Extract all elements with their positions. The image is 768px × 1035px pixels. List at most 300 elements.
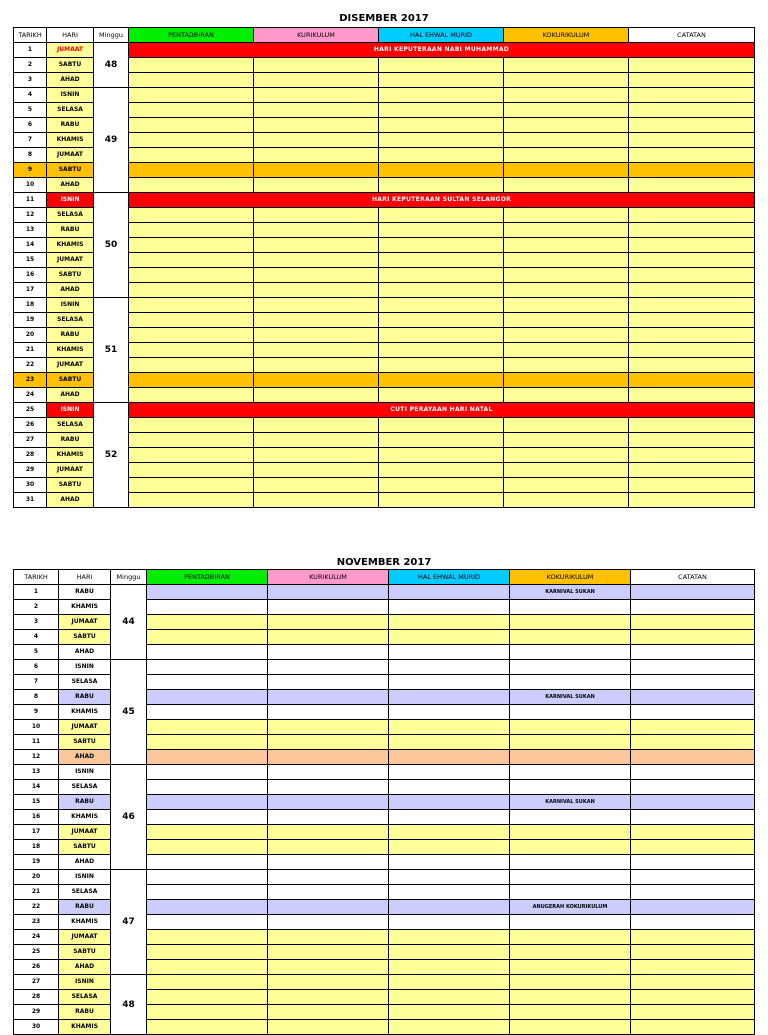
november-calendar-table xyxy=(13,569,755,1035)
week-number: 52 xyxy=(94,403,129,508)
day-cell: JUMAAT xyxy=(59,825,111,840)
kurikulum-cell xyxy=(254,103,379,118)
kurikulum-cell xyxy=(268,780,389,795)
kurikulum-cell xyxy=(268,645,389,660)
week-number: 47 xyxy=(111,870,147,975)
kokurikulum-cell xyxy=(504,253,629,268)
catatan-cell xyxy=(629,223,755,238)
hal-ehwal-murid-cell xyxy=(379,433,504,448)
date-cell: 18 xyxy=(14,840,59,855)
kokurikulum-cell xyxy=(504,208,629,223)
kokurikulum-cell xyxy=(510,735,631,750)
day-cell: SELASA xyxy=(47,418,94,433)
hal-ehwal-murid-cell xyxy=(389,975,510,990)
hal-ehwal-murid-cell xyxy=(379,418,504,433)
day-cell: KHAMIS xyxy=(47,238,94,253)
kurikulum-cell xyxy=(254,73,379,88)
hal-ehwal-murid-cell xyxy=(379,178,504,193)
day-cell: SABTU xyxy=(47,268,94,283)
catatan-cell xyxy=(629,433,755,448)
catatan-cell xyxy=(629,373,755,388)
hal-ehwal-murid-cell xyxy=(389,1020,510,1035)
kurikulum-cell xyxy=(254,58,379,73)
kokurikulum-cell xyxy=(510,870,631,885)
date-cell: 21 xyxy=(14,885,59,900)
day-cell: AHAD xyxy=(47,73,94,88)
catatan-cell xyxy=(631,840,755,855)
kokurikulum-cell xyxy=(510,885,631,900)
hal-ehwal-murid-cell xyxy=(389,735,510,750)
hal-ehwal-murid-cell xyxy=(389,615,510,630)
catatan-cell xyxy=(631,945,755,960)
hal-ehwal-murid-cell xyxy=(379,373,504,388)
catatan-cell xyxy=(629,163,755,178)
date-cell: 30 xyxy=(14,478,47,493)
catatan-cell xyxy=(629,103,755,118)
day-cell: AHAD xyxy=(59,750,111,765)
catatan-cell xyxy=(629,418,755,433)
day-cell: RABU xyxy=(47,118,94,133)
hal-ehwal-murid-cell xyxy=(379,388,504,403)
pentadbiran-cell xyxy=(147,885,268,900)
pentadbiran-cell xyxy=(129,358,254,373)
day-cell: ISNIN xyxy=(59,660,111,675)
kurikulum-cell xyxy=(268,870,389,885)
day-cell: SABTU xyxy=(59,945,111,960)
pentadbiran-cell xyxy=(147,810,268,825)
kurikulum-cell xyxy=(254,163,379,178)
kokurikulum-cell xyxy=(504,418,629,433)
kokurikulum-cell xyxy=(504,313,629,328)
pentadbiran-cell xyxy=(147,795,268,810)
pentadbiran-cell xyxy=(147,915,268,930)
day-cell: JUMAAT xyxy=(59,615,111,630)
pentadbiran-cell xyxy=(147,735,268,750)
catatan-cell xyxy=(629,283,755,298)
pentadbiran-cell xyxy=(129,283,254,298)
day-cell: RABU xyxy=(59,795,111,810)
kokurikulum-cell xyxy=(510,855,631,870)
date-cell: 4 xyxy=(14,88,47,103)
date-cell: 12 xyxy=(14,750,59,765)
kurikulum-cell xyxy=(254,178,379,193)
kokurikulum-cell xyxy=(504,283,629,298)
day-cell: AHAD xyxy=(47,283,94,298)
day-cell: RABU xyxy=(59,900,111,915)
hal-ehwal-murid-cell xyxy=(389,960,510,975)
kurikulum-cell xyxy=(268,735,389,750)
date-cell: 27 xyxy=(14,975,59,990)
day-cell: AHAD xyxy=(47,388,94,403)
hal-ehwal-murid-cell xyxy=(389,705,510,720)
kurikulum-cell xyxy=(254,133,379,148)
hal-ehwal-murid-cell xyxy=(389,795,510,810)
day-cell: ISNIN xyxy=(59,870,111,885)
date-cell: 9 xyxy=(14,705,59,720)
hal-ehwal-murid-cell xyxy=(389,840,510,855)
kokurikulum-cell xyxy=(510,945,631,960)
day-cell: AHAD xyxy=(47,493,94,508)
week-number: 44 xyxy=(111,585,147,660)
date-cell: 10 xyxy=(14,720,59,735)
day-cell: ISNIN xyxy=(59,975,111,990)
kurikulum-cell xyxy=(268,615,389,630)
table-row xyxy=(14,660,755,675)
catatan-cell xyxy=(631,600,755,615)
kurikulum-cell xyxy=(254,343,379,358)
pentadbiran-cell xyxy=(129,253,254,268)
day-cell: RABU xyxy=(47,328,94,343)
kokurikulum-cell xyxy=(510,630,631,645)
day-cell: RABU xyxy=(47,223,94,238)
week-number: 45 xyxy=(111,660,147,765)
catatan-cell xyxy=(629,178,755,193)
date-cell: 13 xyxy=(14,765,59,780)
hal-ehwal-murid-cell xyxy=(379,313,504,328)
december-header-row xyxy=(14,28,755,43)
pentadbiran-cell xyxy=(147,840,268,855)
week-number: 51 xyxy=(94,298,129,403)
kokurikulum-note: KARNIVAL SUKAN xyxy=(510,585,631,600)
pentadbiran-cell xyxy=(147,690,268,705)
kurikulum-cell xyxy=(254,433,379,448)
hal-ehwal-murid-cell xyxy=(389,915,510,930)
pentadbiran-cell xyxy=(147,660,268,675)
pentadbiran-cell xyxy=(147,1005,268,1020)
day-cell: SELASA xyxy=(47,208,94,223)
date-cell: 29 xyxy=(14,463,47,478)
pentadbiran-cell xyxy=(147,900,268,915)
kurikulum-cell xyxy=(254,313,379,328)
day-cell: KHAMIS xyxy=(47,133,94,148)
hal-ehwal-murid-cell xyxy=(379,298,504,313)
pentadbiran-cell xyxy=(129,328,254,343)
day-cell: KHAMIS xyxy=(59,600,111,615)
date-cell: 28 xyxy=(14,990,59,1005)
pentadbiran-cell xyxy=(147,780,268,795)
table-row xyxy=(14,43,755,58)
hal-ehwal-murid-cell xyxy=(389,645,510,660)
date-cell: 3 xyxy=(14,73,47,88)
kokurikulum-cell xyxy=(510,705,631,720)
kokurikulum-cell xyxy=(510,915,631,930)
day-cell: AHAD xyxy=(59,645,111,660)
kokurikulum-cell xyxy=(510,615,631,630)
pentadbiran-cell xyxy=(129,268,254,283)
pentadbiran-cell xyxy=(147,675,268,690)
kokurikulum-cell xyxy=(504,118,629,133)
day-cell: SELASA xyxy=(59,675,111,690)
date-cell: 14 xyxy=(14,780,59,795)
hal-ehwal-murid-cell xyxy=(389,780,510,795)
table-row xyxy=(14,403,755,418)
kokurikulum-cell xyxy=(510,720,631,735)
pentadbiran-cell xyxy=(129,478,254,493)
kokurikulum-cell xyxy=(504,238,629,253)
date-cell: 2 xyxy=(14,58,47,73)
kokurikulum-cell xyxy=(510,765,631,780)
hal-ehwal-murid-cell xyxy=(389,990,510,1005)
header-pentadbiran: PENTADBIRAN xyxy=(129,28,254,43)
kokurikulum-cell xyxy=(510,960,631,975)
table-row xyxy=(14,298,755,313)
header-kokurikulum: KOKURIKULUM xyxy=(510,570,631,585)
pentadbiran-cell xyxy=(129,163,254,178)
kurikulum-cell xyxy=(254,328,379,343)
kokurikulum-cell xyxy=(504,478,629,493)
date-cell: 21 xyxy=(14,343,47,358)
day-cell: SELASA xyxy=(59,885,111,900)
pentadbiran-cell xyxy=(147,720,268,735)
catatan-cell xyxy=(629,133,755,148)
header-kokurikulum: KOKURIKULUM xyxy=(504,28,629,43)
catatan-cell xyxy=(631,585,755,600)
hal-ehwal-murid-cell xyxy=(389,690,510,705)
pentadbiran-cell xyxy=(147,585,268,600)
day-cell: SELASA xyxy=(47,313,94,328)
date-cell: 23 xyxy=(14,915,59,930)
hal-ehwal-murid-cell xyxy=(389,675,510,690)
date-cell: 30 xyxy=(14,1020,59,1035)
kurikulum-cell xyxy=(254,388,379,403)
date-cell: 10 xyxy=(14,178,47,193)
catatan-cell xyxy=(629,313,755,328)
kurikulum-cell xyxy=(268,600,389,615)
pentadbiran-cell xyxy=(147,1020,268,1035)
pentadbiran-cell xyxy=(147,855,268,870)
kurikulum-cell xyxy=(254,478,379,493)
catatan-cell xyxy=(631,915,755,930)
day-cell: JUMAAT xyxy=(47,43,94,58)
date-cell: 17 xyxy=(14,283,47,298)
catatan-cell xyxy=(629,463,755,478)
date-cell: 5 xyxy=(14,103,47,118)
hal-ehwal-murid-cell xyxy=(379,103,504,118)
day-cell: RABU xyxy=(47,433,94,448)
pentadbiran-cell xyxy=(147,705,268,720)
kokurikulum-cell xyxy=(504,463,629,478)
catatan-cell xyxy=(631,615,755,630)
day-cell: AHAD xyxy=(59,960,111,975)
date-cell: 25 xyxy=(14,945,59,960)
header-kurikulum: KURIKULUM xyxy=(268,570,389,585)
catatan-cell xyxy=(631,645,755,660)
kokurikulum-cell xyxy=(510,825,631,840)
day-cell: KHAMIS xyxy=(59,705,111,720)
kurikulum-cell xyxy=(268,690,389,705)
hal-ehwal-murid-cell xyxy=(379,88,504,103)
pentadbiran-cell xyxy=(147,645,268,660)
pentadbiran-cell xyxy=(129,433,254,448)
hal-ehwal-murid-cell xyxy=(379,463,504,478)
day-cell: JUMAAT xyxy=(47,253,94,268)
date-cell: 24 xyxy=(14,388,47,403)
kokurikulum-cell xyxy=(504,433,629,448)
kurikulum-cell xyxy=(268,930,389,945)
date-cell: 6 xyxy=(14,660,59,675)
table-row xyxy=(14,193,755,208)
catatan-cell xyxy=(631,630,755,645)
date-cell: 27 xyxy=(14,433,47,448)
catatan-cell xyxy=(631,885,755,900)
kurikulum-cell xyxy=(254,268,379,283)
kokurikulum-cell xyxy=(510,750,631,765)
day-cell: SABTU xyxy=(59,630,111,645)
kokurikulum-cell xyxy=(504,493,629,508)
day-cell: KHAMIS xyxy=(47,448,94,463)
date-cell: 15 xyxy=(14,795,59,810)
catatan-cell xyxy=(631,810,755,825)
pentadbiran-cell xyxy=(129,298,254,313)
date-cell: 29 xyxy=(14,1005,59,1020)
table-row xyxy=(14,975,755,990)
pentadbiran-cell xyxy=(129,58,254,73)
day-cell: JUMAAT xyxy=(59,720,111,735)
catatan-cell xyxy=(629,148,755,163)
holiday-banner: HARI KEPUTERAAN NABI MUHAMMAD xyxy=(129,43,755,58)
kurikulum-cell xyxy=(268,1005,389,1020)
hal-ehwal-murid-cell xyxy=(379,283,504,298)
week-number: 49 xyxy=(94,88,129,193)
hal-ehwal-murid-cell xyxy=(389,855,510,870)
november-header-row xyxy=(14,570,755,585)
kurikulum-cell xyxy=(268,1020,389,1035)
kurikulum-cell xyxy=(268,585,389,600)
pentadbiran-cell xyxy=(129,208,254,223)
pentadbiran-cell xyxy=(129,118,254,133)
pentadbiran-cell xyxy=(129,73,254,88)
kurikulum-cell xyxy=(254,238,379,253)
pentadbiran-cell xyxy=(129,238,254,253)
kokurikulum-cell xyxy=(510,810,631,825)
date-cell: 15 xyxy=(14,253,47,268)
header-catatan: CATATAN xyxy=(631,570,755,585)
kokurikulum-note: KARNIVAL SUKAN xyxy=(510,690,631,705)
week-number: 50 xyxy=(94,193,129,298)
hal-ehwal-murid-cell xyxy=(389,1005,510,1020)
day-cell: AHAD xyxy=(59,855,111,870)
december-body xyxy=(14,43,755,508)
hal-ehwal-murid-cell xyxy=(389,945,510,960)
hal-ehwal-murid-cell xyxy=(379,118,504,133)
kurikulum-cell xyxy=(268,900,389,915)
catatan-cell xyxy=(631,1005,755,1020)
date-cell: 22 xyxy=(14,358,47,373)
pentadbiran-cell xyxy=(129,418,254,433)
pentadbiran-cell xyxy=(129,463,254,478)
kurikulum-cell xyxy=(268,840,389,855)
catatan-cell xyxy=(631,675,755,690)
kokurikulum-cell xyxy=(510,930,631,945)
day-cell: KHAMIS xyxy=(47,343,94,358)
day-cell: ISNIN xyxy=(47,193,94,208)
day-cell: ISNIN xyxy=(47,298,94,313)
catatan-cell xyxy=(629,88,755,103)
header-tarikh: TARIKH xyxy=(14,570,59,585)
header-hal-ehwal-murid: HAL EHWAL MURID xyxy=(379,28,504,43)
kokurikulum-cell xyxy=(504,298,629,313)
hal-ehwal-murid-cell xyxy=(379,493,504,508)
kokurikulum-cell xyxy=(510,660,631,675)
week-number: 48 xyxy=(94,43,129,88)
kokurikulum-cell xyxy=(504,328,629,343)
kokurikulum-cell xyxy=(510,1005,631,1020)
kokurikulum-cell xyxy=(510,840,631,855)
week-number: 46 xyxy=(111,765,147,870)
kokurikulum-cell xyxy=(504,178,629,193)
day-cell: KHAMIS xyxy=(59,810,111,825)
header-tarikh: TARIKH xyxy=(14,28,47,43)
catatan-cell xyxy=(629,448,755,463)
kurikulum-cell xyxy=(254,208,379,223)
kokurikulum-cell xyxy=(510,780,631,795)
catatan-cell xyxy=(631,960,755,975)
kokurikulum-cell xyxy=(510,645,631,660)
pentadbiran-cell xyxy=(147,990,268,1005)
header-hari: HARI xyxy=(47,28,94,43)
day-cell: JUMAAT xyxy=(47,148,94,163)
kurikulum-cell xyxy=(254,223,379,238)
kokurikulum-cell xyxy=(504,268,629,283)
kokurikulum-cell xyxy=(510,675,631,690)
hal-ehwal-murid-cell xyxy=(379,208,504,223)
day-cell: SABTU xyxy=(59,735,111,750)
kurikulum-cell xyxy=(268,705,389,720)
catatan-cell xyxy=(629,238,755,253)
kokurikulum-note: KARNIVAL SUKAN xyxy=(510,795,631,810)
catatan-cell xyxy=(631,690,755,705)
kurikulum-cell xyxy=(268,945,389,960)
day-cell: RABU xyxy=(59,585,111,600)
catatan-cell xyxy=(631,930,755,945)
catatan-cell xyxy=(629,343,755,358)
pentadbiran-cell xyxy=(147,615,268,630)
december-title: DISEMBER 2017 xyxy=(339,13,429,24)
day-cell: RABU xyxy=(59,1005,111,1020)
date-cell: 20 xyxy=(14,328,47,343)
pentadbiran-cell xyxy=(129,223,254,238)
date-cell: 25 xyxy=(14,403,47,418)
hal-ehwal-murid-cell xyxy=(389,720,510,735)
kokurikulum-cell xyxy=(504,343,629,358)
date-cell: 11 xyxy=(14,193,47,208)
pentadbiran-cell xyxy=(129,493,254,508)
kurikulum-cell xyxy=(268,660,389,675)
pentadbiran-cell xyxy=(147,750,268,765)
date-cell: 2 xyxy=(14,600,59,615)
kokurikulum-cell xyxy=(504,358,629,373)
kokurikulum-note: ANUGERAH KOKURIKULUM xyxy=(510,900,631,915)
catatan-cell xyxy=(631,660,755,675)
kurikulum-cell xyxy=(268,825,389,840)
day-cell: SELASA xyxy=(59,990,111,1005)
hal-ehwal-murid-cell xyxy=(389,765,510,780)
hal-ehwal-murid-cell xyxy=(389,930,510,945)
date-cell: 9 xyxy=(14,163,47,178)
hal-ehwal-murid-cell xyxy=(389,750,510,765)
day-cell: AHAD xyxy=(47,178,94,193)
kokurikulum-cell xyxy=(504,163,629,178)
catatan-cell xyxy=(629,493,755,508)
date-cell: 26 xyxy=(14,418,47,433)
hal-ehwal-murid-cell xyxy=(379,223,504,238)
catatan-cell xyxy=(629,388,755,403)
november-title: NOVEMBER 2017 xyxy=(336,557,432,568)
hal-ehwal-murid-cell xyxy=(379,133,504,148)
kokurikulum-cell xyxy=(504,103,629,118)
day-cell: ISNIN xyxy=(47,88,94,103)
hal-ehwal-murid-cell xyxy=(379,148,504,163)
